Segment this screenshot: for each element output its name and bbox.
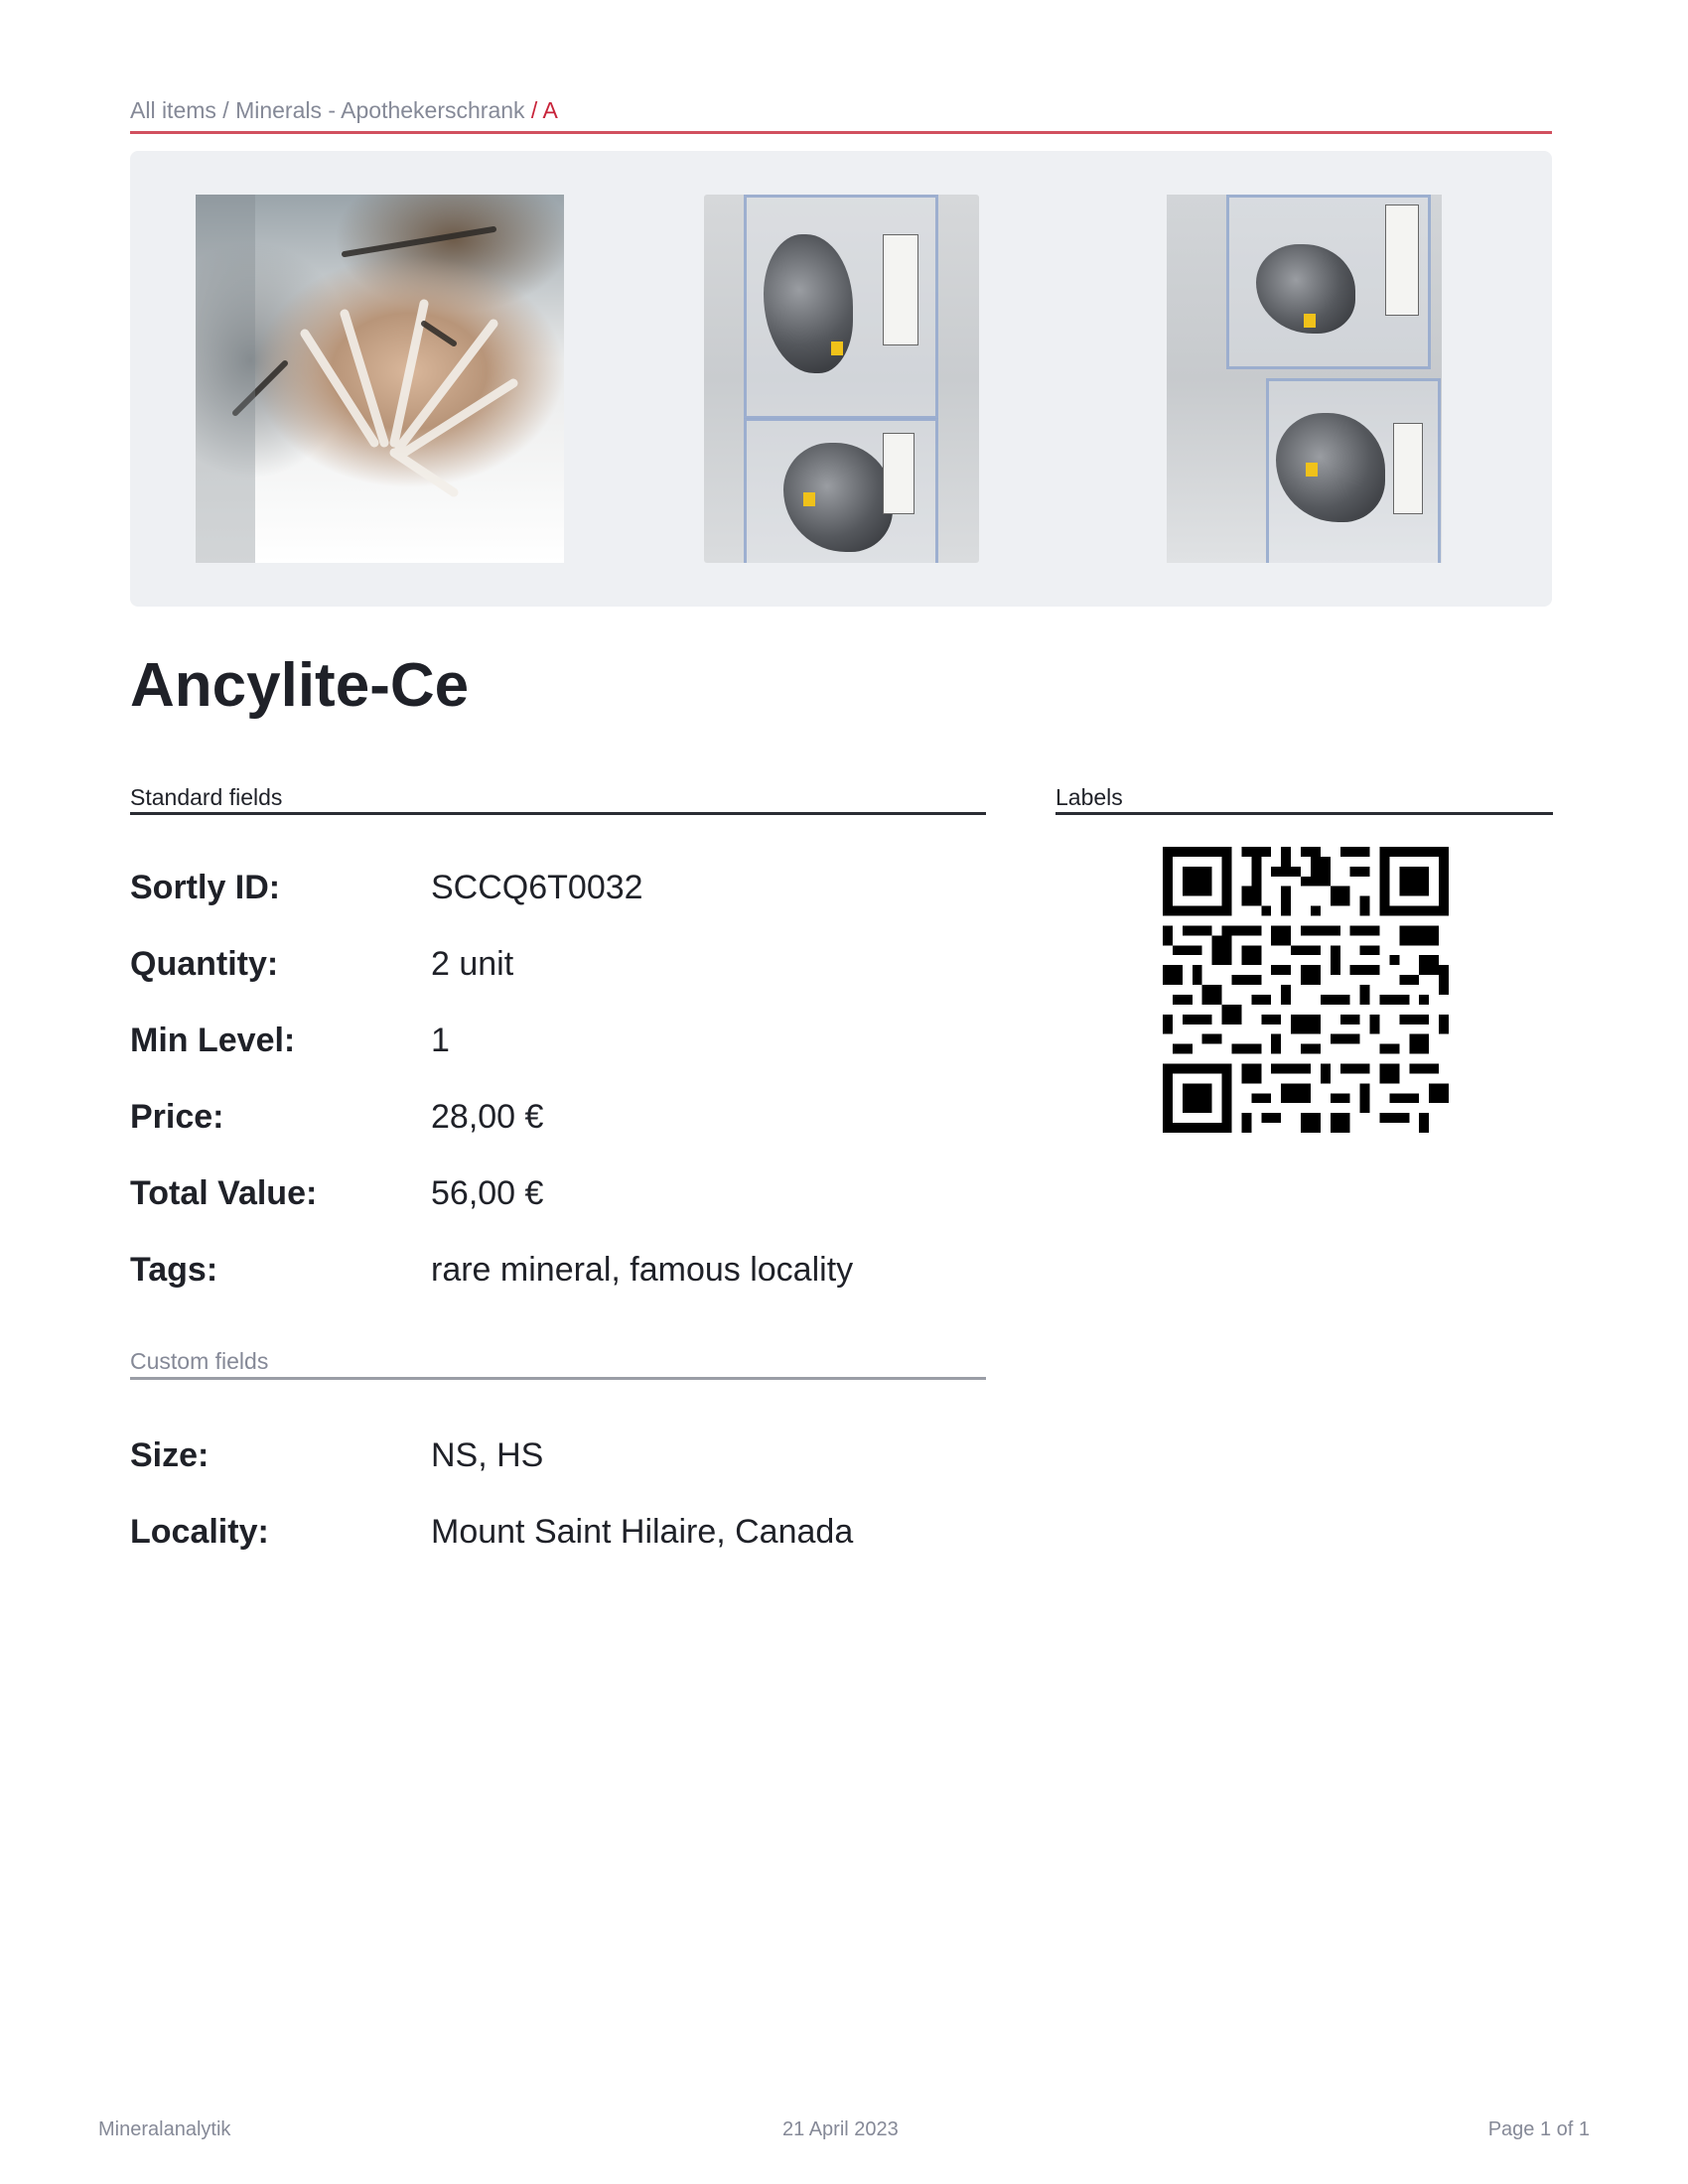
breadcrumb-current: A bbox=[542, 97, 558, 123]
photo-crystals-closeup[interactable] bbox=[196, 195, 564, 563]
specimen-label-card bbox=[1393, 423, 1423, 514]
field-value-total-value: 56,00 € bbox=[431, 1174, 544, 1212]
specimen-marker bbox=[1306, 463, 1318, 477]
specimen-marker bbox=[1304, 314, 1316, 328]
specimen-label-card bbox=[883, 433, 914, 514]
field-key-min-level: Min Level: bbox=[130, 1022, 296, 1059]
field-value-tags: rare mineral, famous locality bbox=[431, 1251, 854, 1289]
qr-code-icon bbox=[1163, 847, 1449, 1133]
photo-specimen-boxes-2[interactable] bbox=[1167, 195, 1442, 563]
specimen-label-card bbox=[883, 234, 918, 345]
standard-fields-heading: Standard fields bbox=[130, 784, 283, 810]
breadcrumb-item-minerals[interactable]: Minerals - Apothekerschrank bbox=[235, 97, 525, 123]
photo-specimen-boxes-1[interactable] bbox=[704, 195, 979, 563]
breadcrumb bbox=[130, 97, 1552, 124]
labels-heading: Labels bbox=[1055, 784, 1123, 810]
field-value-min-level: 1 bbox=[431, 1022, 450, 1059]
item-title: Ancylite-Ce bbox=[130, 651, 470, 720]
field-value-size: NS, HS bbox=[431, 1436, 544, 1474]
breadcrumb-divider bbox=[130, 131, 1552, 134]
field-key-price: Price: bbox=[130, 1098, 224, 1136]
field-value-quantity: 2 unit bbox=[431, 945, 514, 983]
field-key-tags: Tags: bbox=[130, 1251, 218, 1289]
field-value-price: 28,00 € bbox=[431, 1098, 544, 1136]
field-key-size: Size: bbox=[130, 1436, 210, 1474]
field-key-sortly-id: Sortly ID: bbox=[130, 869, 281, 906]
specimen-label-card bbox=[1385, 205, 1419, 316]
field-key-total-value: Total Value: bbox=[130, 1174, 318, 1212]
image-gallery bbox=[130, 151, 1552, 607]
footer-date: 21 April 2023 bbox=[782, 2118, 899, 2140]
labels-divider bbox=[1055, 812, 1553, 815]
specimen-marker bbox=[831, 341, 843, 355]
field-value-sortly-id: SCCQ6T0032 bbox=[431, 869, 643, 906]
breadcrumb-item-all-items[interactable]: All items bbox=[130, 97, 216, 123]
custom-fields-heading: Custom fields bbox=[130, 1348, 269, 1374]
field-value-locality: Mount Saint Hilaire, Canada bbox=[431, 1513, 854, 1551]
field-key-quantity: Quantity: bbox=[130, 945, 279, 983]
breadcrumb-separator-current: / bbox=[524, 97, 543, 123]
footer-company: Mineralanalytik bbox=[98, 2118, 231, 2140]
custom-fields-divider bbox=[130, 1377, 986, 1380]
specimen-marker bbox=[803, 492, 815, 506]
standard-fields-divider bbox=[130, 812, 986, 815]
crystal-photo-art bbox=[196, 195, 564, 563]
footer-page-number: Page 1 of 1 bbox=[1487, 2118, 1590, 2140]
field-key-locality: Locality: bbox=[130, 1513, 269, 1551]
breadcrumb-separator: / bbox=[215, 97, 236, 123]
